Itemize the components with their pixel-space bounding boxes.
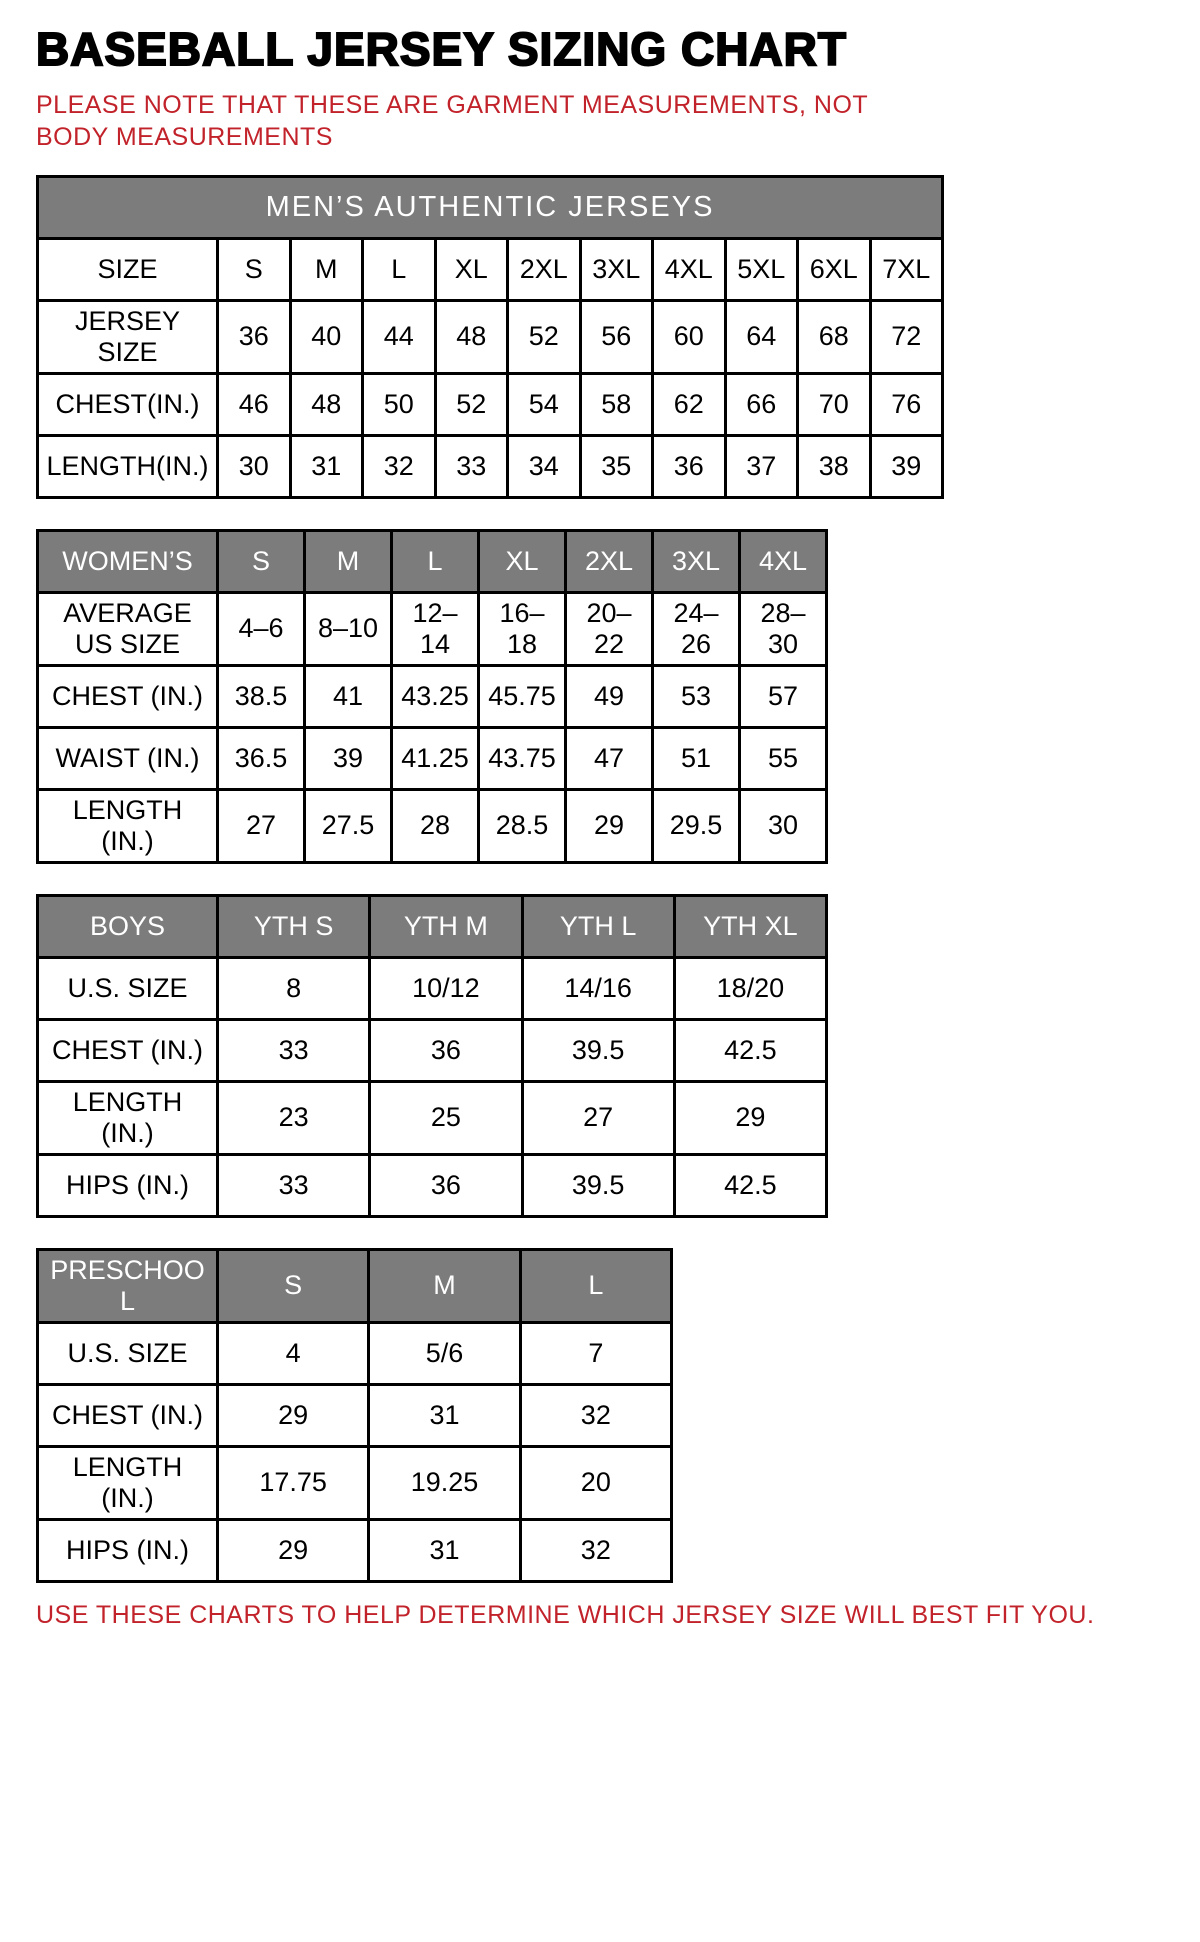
table-row — [38, 1519, 672, 1581]
data-cell: 76 — [870, 373, 943, 435]
data-cell: 55 — [740, 727, 827, 789]
data-cell: 36 — [370, 1154, 522, 1216]
data-cell: 41 — [305, 665, 392, 727]
data-cell: 24–26 — [653, 592, 740, 665]
data-cell: 19.25 — [369, 1446, 520, 1519]
data-cell: 38.5 — [218, 665, 305, 727]
row-label-cell: U.S. SIZE — [38, 1322, 218, 1384]
data-cell: 39.5 — [522, 1154, 674, 1216]
header-cell: XL — [479, 530, 566, 592]
header-cell: YTH M — [370, 895, 522, 957]
data-cell: 7XL — [870, 238, 943, 300]
table-row — [38, 665, 827, 727]
row-label-cell: SIZE — [38, 238, 218, 300]
table-row — [38, 1446, 672, 1519]
data-cell: S — [218, 238, 291, 300]
table-row — [38, 789, 827, 862]
data-cell: 12–14 — [392, 592, 479, 665]
data-cell: 5XL — [725, 238, 798, 300]
row-label-cell: WAIST (IN.) — [38, 727, 218, 789]
data-cell: 51 — [653, 727, 740, 789]
data-cell: L — [363, 238, 436, 300]
row-label-cell: HIPS (IN.) — [38, 1519, 218, 1581]
data-cell: 2XL — [508, 238, 581, 300]
data-cell: 39 — [870, 435, 943, 497]
data-cell: 7 — [520, 1322, 671, 1384]
data-cell: 20–22 — [566, 592, 653, 665]
header-label-cell: WOMEN’S — [38, 530, 218, 592]
header-cell: M — [369, 1249, 520, 1322]
data-cell: 49 — [566, 665, 653, 727]
table-banner: MEN’S AUTHENTIC JERSEYS — [38, 176, 943, 238]
header-cell: L — [392, 530, 479, 592]
data-cell: 10/12 — [370, 957, 522, 1019]
data-cell: 20 — [520, 1446, 671, 1519]
data-cell: 31 — [369, 1519, 520, 1581]
garment-measurement-note: PLEASE NOTE THAT THESE ARE GARMENT MEASUREMENTS, NOT BODY MEASUREMENTS — [36, 90, 868, 151]
data-cell: 5/6 — [369, 1322, 520, 1384]
data-cell: 32 — [520, 1384, 671, 1446]
data-cell: 29 — [218, 1519, 369, 1581]
data-cell: 45.75 — [479, 665, 566, 727]
row-label-cell: LENGTH (IN.) — [38, 789, 218, 862]
row-label-cell: U.S. SIZE — [38, 957, 218, 1019]
data-cell: 28.5 — [479, 789, 566, 862]
data-cell: 37 — [725, 435, 798, 497]
table-row — [38, 1154, 827, 1216]
data-cell: 54 — [508, 373, 581, 435]
data-cell: 44 — [363, 300, 436, 373]
table-header-row — [38, 895, 827, 957]
header-label-cell: BOYS — [38, 895, 218, 957]
table-header-row — [38, 530, 827, 592]
data-cell: 72 — [870, 300, 943, 373]
data-cell: 3XL — [580, 238, 653, 300]
data-cell: 8 — [218, 957, 370, 1019]
row-label-cell: CHEST (IN.) — [38, 665, 218, 727]
data-cell: 43.25 — [392, 665, 479, 727]
header-cell: 2XL — [566, 530, 653, 592]
data-cell: 58 — [580, 373, 653, 435]
table-row — [38, 373, 943, 435]
data-cell: 32 — [363, 435, 436, 497]
table-row — [38, 435, 943, 497]
row-label-cell: LENGTH(IN.) — [38, 435, 218, 497]
data-cell: 39 — [305, 727, 392, 789]
data-cell: 48 — [290, 373, 363, 435]
header-cell: M — [305, 530, 392, 592]
data-cell: 34 — [508, 435, 581, 497]
row-label-cell: JERSEY SIZE — [38, 300, 218, 373]
table-row — [38, 1322, 672, 1384]
data-cell: 27 — [522, 1081, 674, 1154]
table-row — [38, 1019, 827, 1081]
data-cell: 17.75 — [218, 1446, 369, 1519]
data-cell: 29 — [218, 1384, 369, 1446]
data-cell: 66 — [725, 373, 798, 435]
row-label-cell: CHEST (IN.) — [38, 1019, 218, 1081]
data-cell: 36.5 — [218, 727, 305, 789]
data-cell: 6XL — [798, 238, 871, 300]
data-cell: 40 — [290, 300, 363, 373]
data-cell: 62 — [653, 373, 726, 435]
preschool-sizing-table — [36, 1248, 673, 1583]
data-cell: 33 — [435, 435, 508, 497]
data-cell: 43.75 — [479, 727, 566, 789]
data-cell: 23 — [218, 1081, 370, 1154]
data-cell: 52 — [435, 373, 508, 435]
data-cell: 47 — [566, 727, 653, 789]
header-cell: 3XL — [653, 530, 740, 592]
data-cell: 41.25 — [392, 727, 479, 789]
womens-sizing-table — [36, 529, 828, 864]
data-cell: 29 — [674, 1081, 826, 1154]
data-cell: 36 — [370, 1019, 522, 1081]
data-cell: 16–18 — [479, 592, 566, 665]
data-cell: 30 — [740, 789, 827, 862]
data-cell: 18/20 — [674, 957, 826, 1019]
table-row — [38, 1081, 827, 1154]
header-cell: YTH S — [218, 895, 370, 957]
data-cell: 8–10 — [305, 592, 392, 665]
table-row — [38, 957, 827, 1019]
data-cell: XL — [435, 238, 508, 300]
data-cell: 30 — [218, 435, 291, 497]
data-cell: 35 — [580, 435, 653, 497]
boys-sizing-table — [36, 894, 828, 1218]
data-cell: 33 — [218, 1154, 370, 1216]
table-row — [38, 1384, 672, 1446]
table-row — [38, 300, 943, 373]
page-title: BASEBALL JERSEY SIZING CHART — [36, 23, 847, 75]
row-label-cell: CHEST (IN.) — [38, 1384, 218, 1446]
data-cell: 31 — [290, 435, 363, 497]
data-cell: 36 — [653, 435, 726, 497]
row-label-cell: LENGTH (IN.) — [38, 1446, 218, 1519]
data-cell: 29 — [566, 789, 653, 862]
mens-sizing-table — [36, 175, 944, 499]
table-banner-row — [38, 176, 943, 238]
data-cell: 29.5 — [653, 789, 740, 862]
row-label-cell: LENGTH (IN.) — [38, 1081, 218, 1154]
data-cell: 31 — [369, 1384, 520, 1446]
data-cell: 70 — [798, 373, 871, 435]
data-cell: M — [290, 238, 363, 300]
data-cell: 39.5 — [522, 1019, 674, 1081]
data-cell: 27 — [218, 789, 305, 862]
header-cell: L — [520, 1249, 671, 1322]
row-label-cell: AVERAGE US SIZE — [38, 592, 218, 665]
data-cell: 46 — [218, 373, 291, 435]
header-label-cell: PRESCHOOL — [38, 1249, 218, 1322]
data-cell: 52 — [508, 300, 581, 373]
data-cell: 50 — [363, 373, 436, 435]
footer-note: USE THESE CHARTS TO HELP DETERMINE WHICH JERSEY SIZE WILL BEST FIT YOU. — [36, 1600, 1095, 1629]
data-cell: 64 — [725, 300, 798, 373]
row-label-cell: CHEST(IN.) — [38, 373, 218, 435]
data-cell: 53 — [653, 665, 740, 727]
header-cell: YTH L — [522, 895, 674, 957]
data-cell: 27.5 — [305, 789, 392, 862]
header-cell: S — [218, 530, 305, 592]
table-row — [38, 727, 827, 789]
data-cell: 14/16 — [522, 957, 674, 1019]
data-cell: 60 — [653, 300, 726, 373]
data-cell: 68 — [798, 300, 871, 373]
data-cell: 33 — [218, 1019, 370, 1081]
data-cell: 4 — [218, 1322, 369, 1384]
header-cell: S — [218, 1249, 369, 1322]
data-cell: 48 — [435, 300, 508, 373]
data-cell: 28–30 — [740, 592, 827, 665]
data-cell: 25 — [370, 1081, 522, 1154]
table-row — [38, 592, 827, 665]
data-cell: 56 — [580, 300, 653, 373]
data-cell: 36 — [218, 300, 291, 373]
data-cell: 42.5 — [674, 1154, 826, 1216]
table-header-row — [38, 1249, 672, 1322]
data-cell: 42.5 — [674, 1019, 826, 1081]
data-cell: 4–6 — [218, 592, 305, 665]
data-cell: 4XL — [653, 238, 726, 300]
header-cell: 4XL — [740, 530, 827, 592]
header-cell: YTH XL — [674, 895, 826, 957]
data-cell: 32 — [520, 1519, 671, 1581]
data-cell: 38 — [798, 435, 871, 497]
table-row — [38, 238, 943, 300]
data-cell: 57 — [740, 665, 827, 727]
row-label-cell: HIPS (IN.) — [38, 1154, 218, 1216]
data-cell: 28 — [392, 789, 479, 862]
